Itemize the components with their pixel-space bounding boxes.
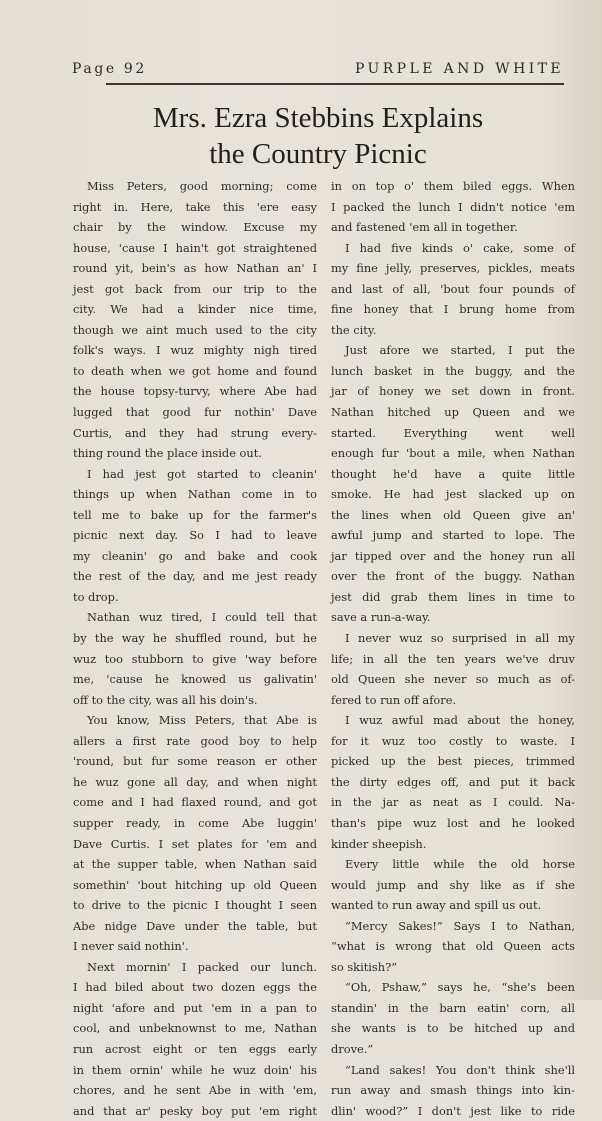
header-rule <box>106 83 564 85</box>
text-line: You know, Miss Peters, that Abe is <box>87 713 317 728</box>
text-line: picked up the best pieces, trimmed <box>331 754 575 769</box>
text-line: Next mornin' I packed our lunch. <box>87 959 317 974</box>
text-line: than's pipe wuz lost and he looked <box>331 815 575 830</box>
text-line: the lines when old Queen give an' <box>331 507 575 522</box>
text-line: and fastened 'em all in together. <box>331 220 518 235</box>
text-line: I wuz awful mad about the honey, <box>345 713 575 728</box>
text-line: old Queen she never so much as of- <box>331 672 575 687</box>
text-line: lunch basket in the buggy, and the <box>331 363 575 378</box>
text-line: Curtis, and they had strung every- <box>73 425 317 440</box>
text-line: cool, and unbeknownst to me, Nathan <box>73 1021 317 1036</box>
text-line: tell me to bake up for the farmer's <box>73 507 317 522</box>
text-line: I had jest got started to cleanin' <box>87 466 317 481</box>
text-line: to drive to the picnic I thought I seen <box>73 898 317 913</box>
text-line: I never wuz so surprised in all my <box>345 631 575 646</box>
text-line: house, 'cause I hain't got straightened <box>73 240 317 255</box>
text-line: “what is wrong that old Queen acts <box>331 939 575 954</box>
text-line: off to the city, was all his doin's. <box>73 692 258 707</box>
text-line: “Oh, Pshaw,” says he, “she's been <box>345 980 575 995</box>
text-line: the city. <box>331 322 377 337</box>
text-line: jar of honey we set down in front. <box>331 384 575 399</box>
text-line: at the supper table, when Nathan said <box>73 857 317 872</box>
text-line: picnic next day. So I had to leave <box>73 528 317 543</box>
text-line: would jump and shy like as if she <box>331 877 575 892</box>
text-line: Every little while the old horse <box>345 857 575 872</box>
text-line: round yit, bein's as how Nathan an' I <box>73 261 317 276</box>
text-line: me, 'cause he knowed us galivatin' <box>73 672 317 687</box>
text-line: run acrost eight or ten eggs early <box>73 1041 317 1056</box>
text-line: over the front of the buggy. Nathan <box>331 569 575 584</box>
text-line: and last of all, 'bout four pounds of <box>331 281 575 296</box>
text-line: to drop. <box>73 589 119 604</box>
text-line: I had five kinds o' cake, some of <box>345 240 575 255</box>
text-line: jest got back from our trip to the <box>73 281 317 296</box>
text-line: 'round, but fur some reason er other <box>73 754 317 769</box>
text-line: enough fur 'bout a mile, when Nathan <box>331 446 575 461</box>
text-line: smoke. He had jest slacked up on <box>331 487 575 502</box>
text-line: I never said nothin'. <box>73 939 189 954</box>
text-line: drove.” <box>331 1041 374 1056</box>
right-column <box>331 176 575 1121</box>
text-line: wuz too stubborn to give 'way before <box>73 651 317 666</box>
running-header <box>72 61 564 83</box>
text-line: jar tipped over and the honey run all <box>331 548 575 563</box>
text-line: Nathan hitched up Queen and we <box>331 405 575 420</box>
text-line: my cleanin' go and bake and cook <box>73 548 317 563</box>
text-line: started. Everything went well <box>331 425 575 440</box>
text-line: the dirty edges off, and put it back <box>331 774 575 789</box>
text-line: in them ornin' while he wuz doin' his <box>73 1062 317 1077</box>
text-line: Just afore we started, I put the <box>345 343 575 358</box>
publication-name: PURPLE AND WHITE <box>354 61 564 77</box>
text-line: life; in all the ten years we've druv <box>331 651 575 666</box>
text-line: jest did grab them lines in time to <box>331 589 575 604</box>
text-line: fered to run off afore. <box>331 692 457 707</box>
text-line: chair by the window. Excuse my <box>73 220 317 235</box>
text-line: by the way he shuffled round, but he <box>73 631 317 646</box>
text-line: folk's ways. I wuz mighty nigh tired <box>73 343 317 358</box>
text-line: for it wuz too costly to waste. I <box>331 733 575 748</box>
text-line: she wants is to be hitched up and <box>331 1021 575 1036</box>
text-line: kinder sheepish. <box>331 836 427 851</box>
text-line: city. We had a kinder nice time, <box>73 302 317 317</box>
text-line: my fine jelly, preserves, pickles, meats <box>331 261 575 276</box>
text-line: thought he'd have a quite little <box>331 466 575 481</box>
text-line: night 'afore and put 'em in a pan to <box>73 1000 317 1015</box>
text-line: Abe nidge Dave under the table, but <box>73 918 317 933</box>
article-title <box>72 100 564 172</box>
text-line: save a run-a-way. <box>331 610 431 625</box>
text-line: supper ready, in come Abe luggin' <box>73 815 317 830</box>
text-line: chores, and he sent Abe in with 'em, <box>73 1083 317 1098</box>
text-line: “Land sakes! You don't think she'll <box>345 1062 575 1077</box>
text-line: Nathan wuz tired, I could tell that <box>87 610 317 625</box>
text-line: I packed the lunch I didn't notice 'em <box>331 199 575 214</box>
text-line: things up when Nathan come in to <box>73 487 317 502</box>
left-column <box>73 176 317 1121</box>
text-line: in the jar as neat as I could. Na- <box>331 795 575 810</box>
text-line: allers a first rate good boy to help <box>73 733 317 748</box>
text-line: thing round the place inside out. <box>73 446 262 461</box>
article-title-line-2: the Country Picnic <box>209 138 427 170</box>
page-number: Page 92 <box>72 61 147 77</box>
text-line: standin' in the barn eatin' corn, all <box>331 1000 575 1015</box>
text-line: in on top o' them biled eggs. When <box>331 179 575 193</box>
text-line: so skitish?” <box>331 959 398 974</box>
text-line: to death when we got home and found <box>73 363 317 378</box>
text-line: awful jump and started to lope. The <box>331 528 575 543</box>
text-line: though we aint much used to the city <box>73 322 317 337</box>
text-line: Dave Curtis. I set plates for 'em and <box>73 836 317 851</box>
text-line: the rest of the day, and me jest ready <box>73 569 317 584</box>
text-line: wanted to run away and spill us out. <box>331 898 542 913</box>
text-line: right in. Here, take this 'ere easy <box>73 199 317 214</box>
text-line: lugged that good fur nothin' Dave <box>73 405 317 420</box>
text-line: fine honey that I brung home from <box>331 302 575 317</box>
text-line: dlin' wood?” I don't jest like to ride <box>331 1103 575 1118</box>
text-line: I had biled about two dozen eggs the <box>73 980 317 995</box>
text-line: “Mercy Sakes!” Says I to Nathan, <box>345 918 575 933</box>
text-line: the house topsy-turvy, where Abe had <box>73 384 317 399</box>
text-line: he wuz gone all day, and when night <box>73 774 317 789</box>
article-title-line-1: Mrs. Ezra Stebbins Explains <box>152 102 484 134</box>
text-line: somethin' 'bout hitching up old Queen <box>73 877 317 892</box>
text-line: and that ar' pesky boy put 'em right <box>73 1103 317 1118</box>
text-line: Miss Peters, good morning; come <box>87 179 317 193</box>
text-line: come and I had flaxed round, and got <box>73 795 317 810</box>
text-line: run away and smash things into kin- <box>331 1083 575 1098</box>
